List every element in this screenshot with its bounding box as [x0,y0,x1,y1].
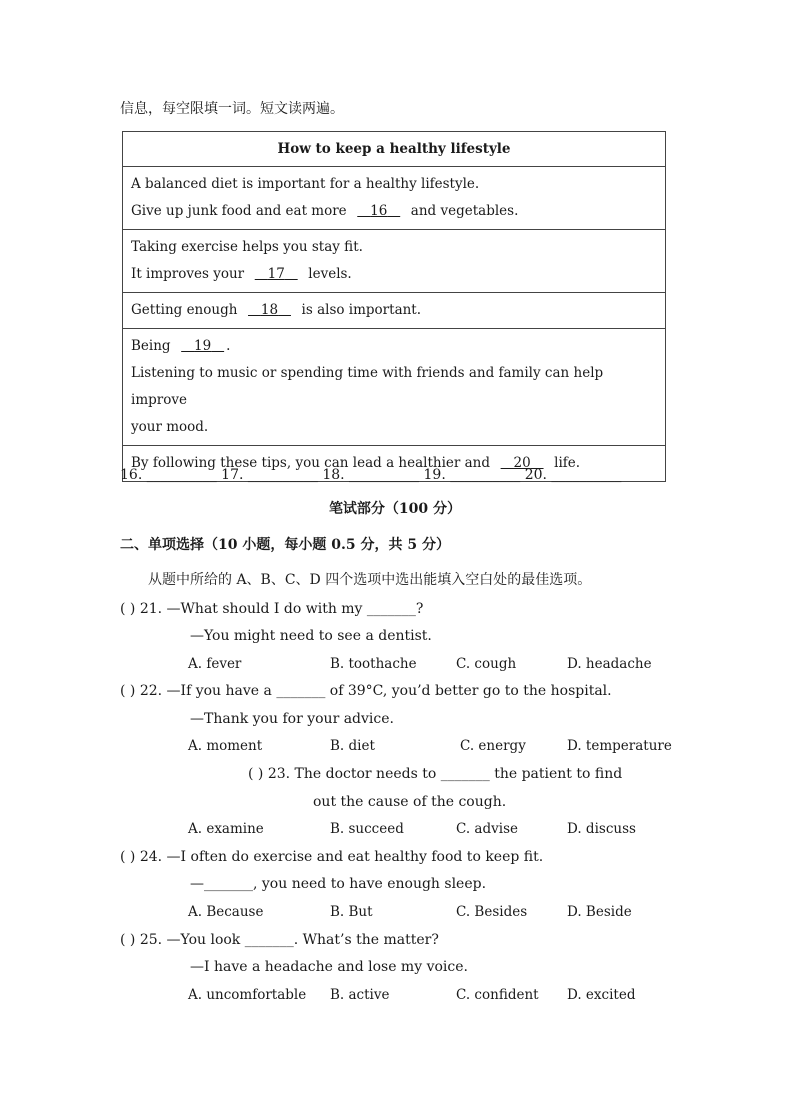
option[interactable]: A. moment [188,738,263,754]
row-line: Being 19 . [131,338,231,354]
answer-line [120,467,621,483]
question-reply: —I have a headache and lose my voice. [190,959,468,975]
answer-paren[interactable]: ( ) [120,849,136,865]
option[interactable]: D. discuss [567,821,636,837]
question-24: ( ) 24. —I often do exercise and eat healthy food to keep fit. [120,849,544,865]
option[interactable]: A. uncomfortable [188,987,307,1003]
answer-paren[interactable]: ( ) [120,601,136,617]
section-heading: 二、单项选择（10 小题，每小题 0.5 分，共 5 分） [120,537,450,553]
row-line: It improves your 17 levels. [131,266,352,282]
option[interactable]: D. headache [567,656,652,672]
info-table [122,131,666,482]
answer-paren[interactable]: ( ) [120,932,136,948]
option[interactable]: B. diet [330,738,375,754]
option[interactable]: A. fever [188,656,242,672]
option[interactable]: C. energy [460,738,526,754]
row-line: Taking exercise helps you stay fit. [131,239,363,255]
answer-blank[interactable]: 20. __________ [524,467,622,483]
answer-paren[interactable]: ( ) [248,766,264,782]
option[interactable]: B. active [330,987,390,1003]
option[interactable]: D. excited [567,987,636,1003]
blank-18[interactable]: 18 [260,302,279,318]
row-line: A balanced diet is important for a healthy lifestyle. [131,176,480,192]
question-22: ( ) 22. —If you have a _______ of 39°C, you’d better go to the hospital. [120,683,612,699]
blank-20[interactable]: 20 [513,455,531,471]
answer-blank[interactable]: 17. __________ [221,467,318,483]
row-line: Give up junk food and eat more 16 and vegetables. [131,203,519,219]
question-23: ( ) 23. The doctor needs to _______ the patient to find [248,766,623,782]
row-line: your mood. [131,419,209,435]
option[interactable]: B. But [330,904,373,920]
answer-blank[interactable]: 19. __________ [423,467,521,483]
question-21: ( ) 21. —What should I do with my _______? [120,601,424,617]
option[interactable]: C. cough [456,656,517,672]
written-part-title: 笔试部分（100 分） [328,501,462,517]
row-line: By following these tips, you can lead a healthier and 20 life. [131,455,581,471]
option[interactable]: D. temperature [567,738,672,754]
option[interactable]: B. toothache [330,656,417,672]
option[interactable]: A. examine [188,821,264,837]
option[interactable]: C. confident [456,987,539,1003]
question-reply: out the cause of the cough. [313,794,507,810]
blank-17[interactable]: 17 [267,266,285,282]
section-instruction: 从题中所给的 A、B、C、D 四个选项中选出能填入空白处的最佳选项。 [148,572,592,588]
question-25: ( ) 25. —You look _______. What’s the matter? [120,932,439,948]
option[interactable]: D. Beside [567,904,632,920]
table-title: How to keep a healthy lifestyle [123,132,666,167]
answer-blank[interactable]: 18. __________ [322,467,420,483]
question-reply: —You might need to see a dentist. [190,628,432,644]
option[interactable]: A. Because [188,904,264,920]
question-reply: —_______, you need to have enough sleep. [190,876,487,892]
row-line: Listening to music or spending time with friends and family can help improve [131,365,604,408]
blank-19[interactable]: 19 [194,338,212,354]
table-row [123,167,666,230]
option[interactable]: C. Besides [456,904,528,920]
row-line: Getting enough 18 is also important. [131,302,422,318]
answer-blank[interactable]: 16. __________ [120,467,217,483]
intro-text: 信息，每空限填一词。短文读两遍。 [120,101,344,117]
table-row [123,293,666,329]
table-row [123,329,666,446]
blank-16[interactable]: 16 [370,203,388,219]
option[interactable]: C. advise [456,821,518,837]
table-row [123,230,666,293]
question-reply: —Thank you for your advice. [190,711,394,727]
answer-paren[interactable]: ( ) [120,683,136,699]
option[interactable]: B. succeed [330,821,404,837]
